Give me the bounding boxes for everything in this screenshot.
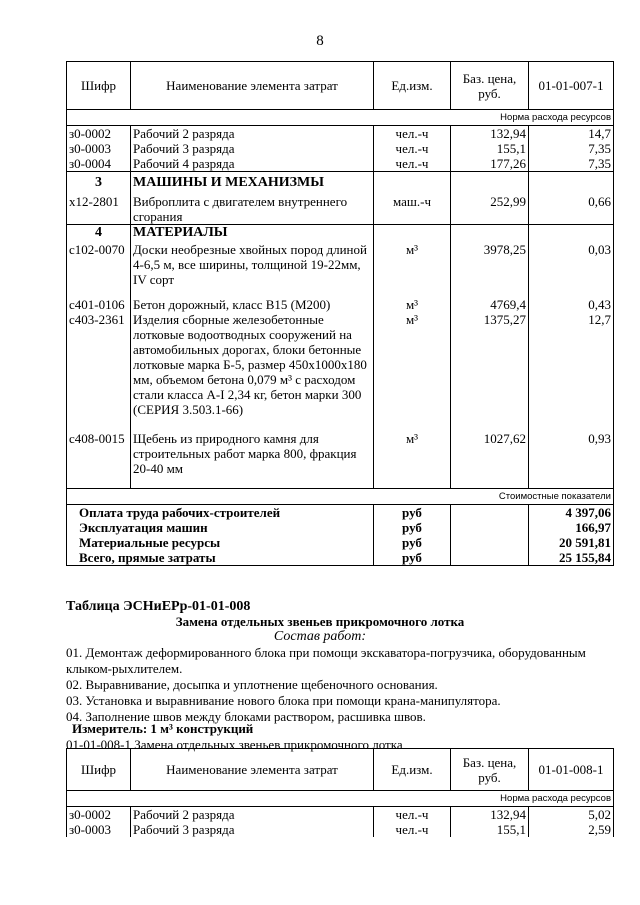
header-unit: Ед.изм. xyxy=(374,749,451,791)
table-row: з0-0002 Рабочий 2 разряда чел.-ч 132,94 14,7 xyxy=(67,126,614,142)
resource-table-1 xyxy=(66,61,614,566)
work-item: 03. Установка и выравнивание нового блока при помощи крана-манипулятора. xyxy=(66,693,501,708)
totals-row: Эксплуатация машин руб 166,97 xyxy=(67,520,614,535)
section-materials: 4 МАТЕРИАЛЫ xyxy=(67,224,614,242)
work-item: 01. Демонтаж деформированного блока при помощи экскаватора-погрузчика, оборудованным xyxy=(66,645,586,660)
header-code: Шифр xyxy=(67,749,131,791)
table-row: с403-2361 Изделия сборные железобетонные лотковые водоотводных сооружений на автомобильных дорогах, блоки бетонные лотковые марка Б-5, размер 450х1000х180 мм, объемом бетона 0,079 м³ с расходом стали класса А-I 2,34 кг, бетон марки 300 (СЕРИЯ 3.503.1-66) м³ 1375,27 12,7 xyxy=(67,312,614,431)
work-item: 04. Заполнение швов между блоками раствором, расшивка швов. xyxy=(66,709,426,724)
resource-table-2 xyxy=(66,748,614,837)
table-row: с408-0015 Щебень из природного камня для строительных работ марка 800, фракция 20-40 мм м³ 1027,62 0,93 xyxy=(67,431,614,489)
totals-row: Всего, прямые затраты руб 25 155,84 xyxy=(67,550,614,566)
norm-id: 01-01-008-1 xyxy=(529,749,614,791)
table-title: Таблица ЭСНиЕРр-01-01-008 xyxy=(66,599,251,614)
header-name: Наименование элемента затрат xyxy=(131,62,374,110)
work-item: клыком-рыхлителем. xyxy=(66,661,183,676)
table-row: с401-0106 Бетон дорожный, класс В15 (М200) м³ 4769,4 0,43 xyxy=(67,297,614,312)
subtitle: Замена отдельных звеньев прикромочного лотка xyxy=(175,614,465,629)
work-item: 02. Выравнивание, досыпка и уплотнение щебеночного основания. xyxy=(66,677,438,692)
page-number: 8 xyxy=(316,33,324,49)
header-name: Наименование элемента затрат xyxy=(131,749,374,791)
header-price: Баз. цена, руб. xyxy=(451,749,529,791)
table-caption: 01-01-008-1 Замена отдельных звеньев прикромочного лотка xyxy=(66,737,403,752)
header-unit: Ед.изм. xyxy=(374,62,451,110)
section-machines: 3 МАШИНЫ И МЕХАНИЗМЫ xyxy=(67,172,614,194)
norm-id: 01-01-007-1 xyxy=(529,62,614,110)
norm-label: Норма расхода ресурсов xyxy=(67,791,614,807)
header-price: Баз. цена, руб. xyxy=(451,62,529,110)
table-row: з0-0002 Рабочий 2 разряда чел.-ч 132,94 5,02 xyxy=(67,807,614,823)
totals-row: Материальные ресурсы руб 20 591,81 xyxy=(67,535,614,550)
table-row: х12-2801 Виброплита с двигателем внутреннего сгорания маш.-ч 252,99 0,66 xyxy=(67,194,614,225)
norm-label: Норма расхода ресурсов xyxy=(67,110,614,126)
table-row: с102-0070 Доски необрезные хвойных пород длиной 4-6,5 м, все ширины, толщиной 19-22мм, IV сорт м³ 3978,25 0,03 xyxy=(67,242,614,297)
measure-unit: Измеритель: 1 м³ конструкций xyxy=(72,721,254,736)
composition-heading: Состав работ: xyxy=(273,629,367,644)
table-row: з0-0003 Рабочий 3 разряда чел.-ч 155,1 2,59 xyxy=(67,822,614,837)
totals-row: Оплата труда рабочих-строителей руб 4 397,06 xyxy=(67,505,614,521)
header-code: Шифр xyxy=(67,62,131,110)
table-row: з0-0003 Рабочий 3 разряда чел.-ч 155,1 7,35 xyxy=(67,141,614,156)
table-row: з0-0004 Рабочий 4 разряда чел.-ч 177,26 7,35 xyxy=(67,156,614,172)
cost-label: Стоимостные показатели xyxy=(67,489,614,505)
